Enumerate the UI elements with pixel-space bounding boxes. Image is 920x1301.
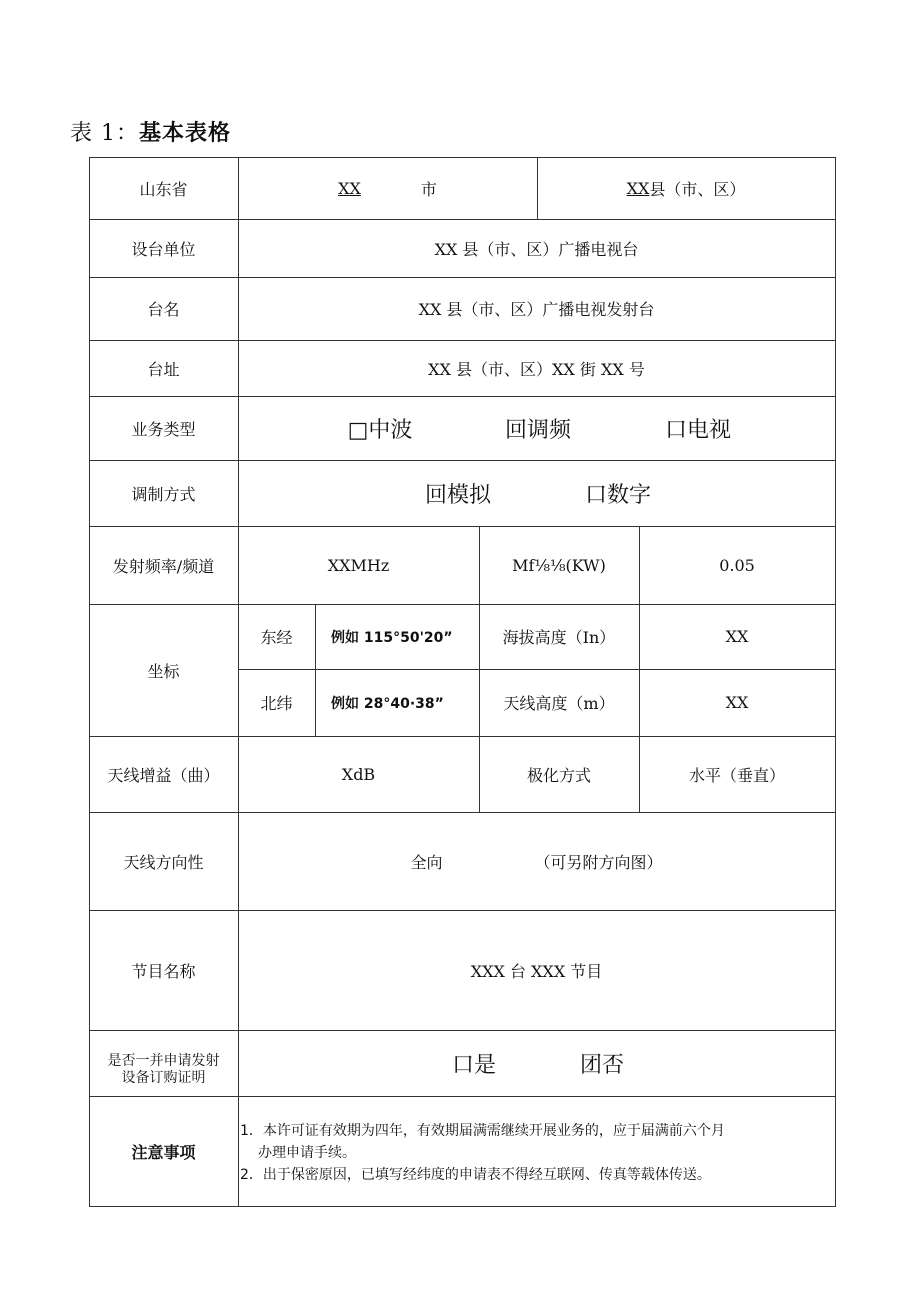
antenna-height-label: 天线高度（m） xyxy=(503,694,615,713)
direction-omni: 全向 xyxy=(410,852,443,872)
label-province: 山东省 xyxy=(139,179,188,199)
equipment-opt-yes[interactable]: 口是 xyxy=(451,1052,496,1078)
altitude-value[interactable]: XX xyxy=(725,627,749,646)
polarization-value[interactable]: 水平（垂直） xyxy=(688,765,785,785)
county-rest: 县（市、区） xyxy=(649,179,746,199)
county-field[interactable] xyxy=(537,157,835,219)
label-notes: 注意事项 xyxy=(131,1142,196,1162)
program-name-value[interactable]: XXX 台 XXX 节目 xyxy=(470,961,603,981)
service-opt-mw[interactable]: □中波 xyxy=(347,417,413,443)
page-title: 表 1：基本表格 xyxy=(70,121,232,146)
modulation-opt-analog[interactable]: 回模拟 xyxy=(424,482,491,508)
antenna-height-value[interactable]: XX xyxy=(725,693,749,712)
service-opt-fm[interactable]: 回调频 xyxy=(504,417,571,443)
antenna-direction-value[interactable] xyxy=(238,812,835,910)
direction-note: （可另附方向图） xyxy=(534,852,663,872)
unit-value[interactable]: XX 县（市、区）广播电视台 xyxy=(434,239,639,259)
station-name-value[interactable]: XX 县（市、区）广播电视发射台 xyxy=(418,300,655,319)
power-label: Mf⅛⅛(KW) xyxy=(512,555,606,575)
label-address: 台址 xyxy=(147,359,180,379)
label-unit: 设台单位 xyxy=(131,239,196,259)
label-station-name: 台名 xyxy=(147,300,180,319)
label-coordinates: 坐标 xyxy=(147,661,180,681)
label-frequency: 发射频率/频道 xyxy=(112,556,215,576)
note-1-continued: 办理申请手续。 xyxy=(258,1145,356,1161)
power-value[interactable]: 0.05 xyxy=(719,555,755,575)
address-value[interactable]: XX 县（市、区）XX 街 XX 号 xyxy=(428,359,645,379)
note-1: 1．本许可证有效期为四年，有效期届满需继续开展业务的，应于届满前六个月 xyxy=(240,1123,725,1139)
city-xx: XX xyxy=(338,178,361,198)
equipment-opt-no[interactable]: 团否 xyxy=(579,1052,624,1078)
polarization-label: 极化方式 xyxy=(526,765,591,785)
label-equipment-cert xyxy=(89,1030,238,1096)
longitude-value[interactable]: 例如 115°50'20” xyxy=(331,629,453,646)
modulation-opt-digital[interactable]: 口数字 xyxy=(584,482,651,508)
label-antenna-gain: 天线增益（曲） xyxy=(107,765,220,785)
equipment-cert-line2: 设备订购证明 xyxy=(121,1070,206,1086)
city-word: 市 xyxy=(420,179,437,199)
frequency-value[interactable]: XXMHz xyxy=(327,555,390,575)
label-modulation: 调制方式 xyxy=(131,484,196,504)
county-xx: XX xyxy=(626,178,650,198)
label-program-name: 节目名称 xyxy=(131,961,196,981)
label-service-type: 业务类型 xyxy=(131,419,196,439)
notes-content xyxy=(240,1120,830,1186)
latitude-value[interactable]: 例如 28°40·38” xyxy=(331,695,444,712)
latitude-label: 北纬 xyxy=(260,694,293,713)
city-field[interactable] xyxy=(238,157,537,219)
service-opt-tv[interactable]: 口电视 xyxy=(664,417,731,443)
longitude-label: 东经 xyxy=(260,628,293,647)
note-2: 2．出于保密原因，已填写经纬度的申请表不得经互联网、传真等载体传送。 xyxy=(240,1167,711,1183)
altitude-label: 海拔高度（In） xyxy=(502,628,616,647)
equipment-cert-line1: 是否一并申请发射 xyxy=(107,1053,220,1069)
label-antenna-direction: 天线方向性 xyxy=(123,852,204,872)
antenna-gain-value[interactable]: XdB xyxy=(341,764,376,784)
